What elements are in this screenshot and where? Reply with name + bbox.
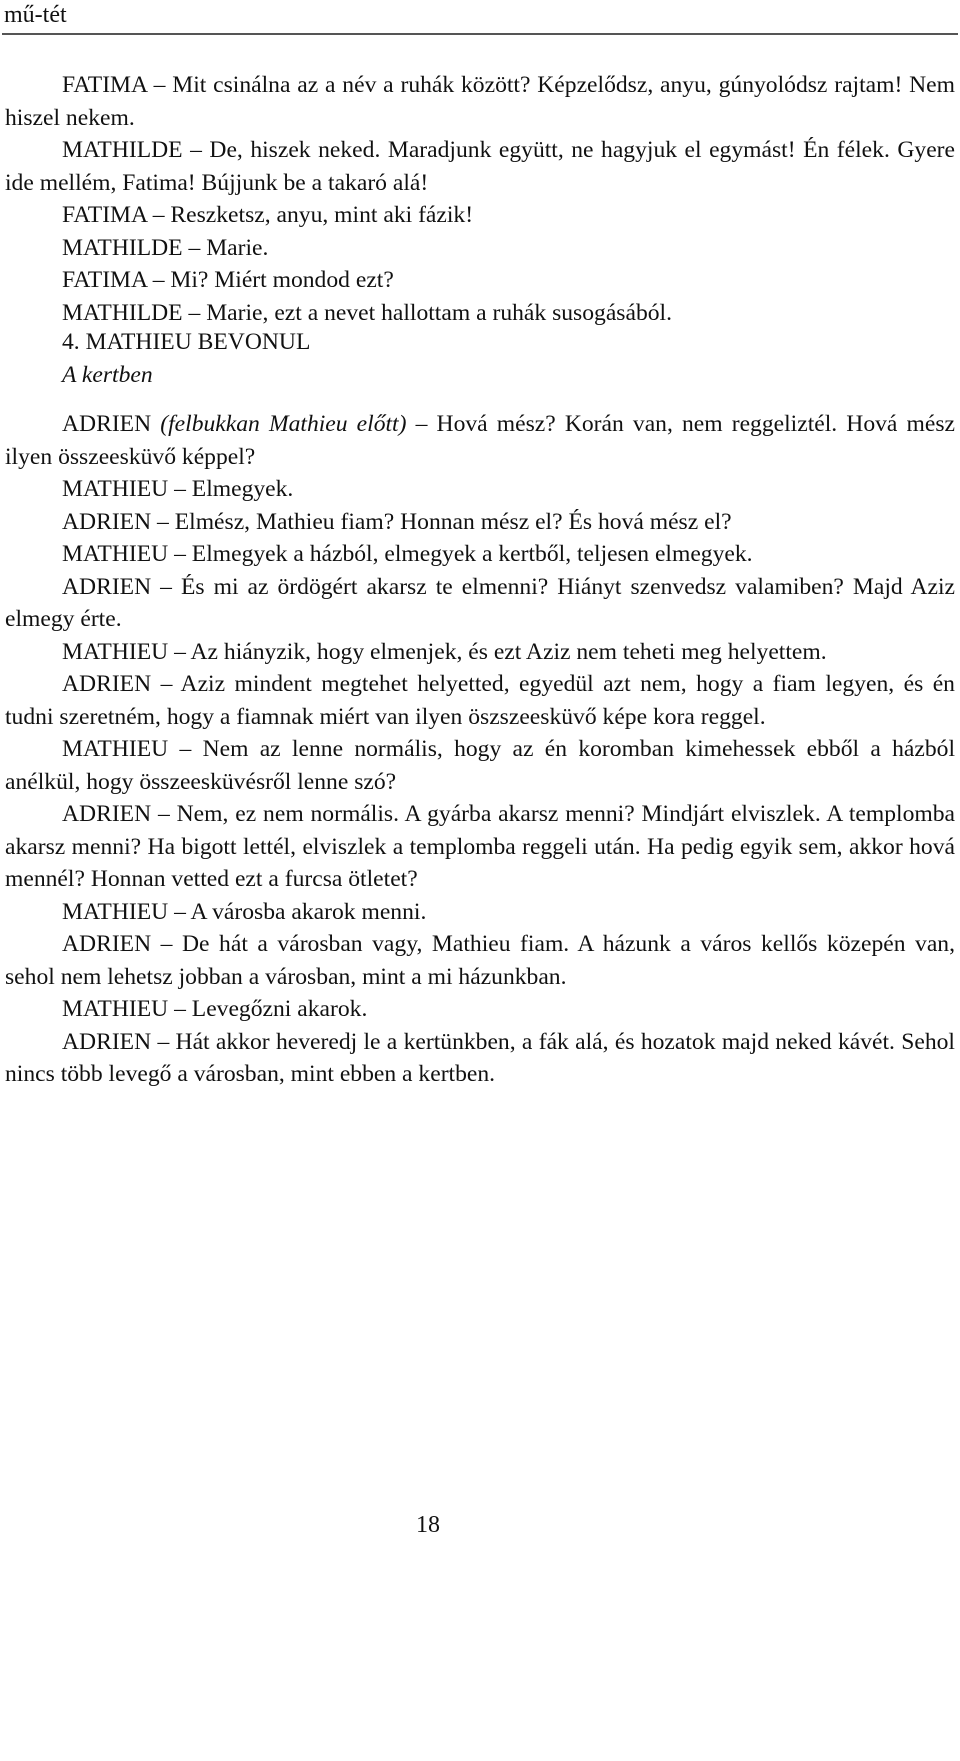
speaker-name: MATHIEU <box>62 638 169 665</box>
dialogue-line <box>5 506 955 539</box>
speech-text: Hová mész? Korán van, nem reggeliztél. Hová mész ilyen összeesküvő képpel? <box>5 411 955 470</box>
dialogue-line <box>5 896 955 929</box>
dialogue-line <box>5 232 955 265</box>
dash: – <box>174 541 186 567</box>
speaker-name: MATHILDE <box>62 234 183 261</box>
dialogue-line <box>5 636 955 669</box>
speech-text: Mi? Miért mondod ezt? <box>170 267 394 293</box>
dash: – <box>190 137 202 163</box>
dialogue-line <box>5 928 955 993</box>
scene-3-tail <box>5 69 955 329</box>
page-number: 18 <box>416 1512 440 1538</box>
speaker-name: FATIMA <box>62 267 147 293</box>
dash: – <box>188 299 201 326</box>
dash: – <box>160 931 173 957</box>
dash: – <box>160 671 173 697</box>
speaker-name: MATHIEU <box>62 736 169 762</box>
dash: – <box>415 411 428 437</box>
speech-text: Reszketsz, anyu, mint aki fázik! <box>170 202 474 228</box>
speech-text: Marie. <box>206 234 269 261</box>
speech-text: De, hiszek neked. Maradjunk együtt, ne hagyjuk el egymást! Én félek. Gyere ide mellém, Fatima! Bújjunk be a takaró alá! <box>5 137 955 196</box>
dash: – <box>152 202 165 228</box>
dialogue-line <box>5 408 955 473</box>
dash: – <box>153 72 166 98</box>
dialogue-line <box>5 134 955 199</box>
speech-text: Mit csinálna az a név a ruhák között? Képzelődsz, anyu, gúnyolódsz rajtam! Nem hiszel nekem. <box>5 72 956 131</box>
dash: – <box>174 638 186 665</box>
speech-text: Nem, ez nem normális. A gyárba akarsz menni? Mindjárt elviszlek. A templomba akarsz menni? Ha bigott lettél, elviszlek a templomba reggeli után. Ha pedig egyik sem, akkor hová mennél? Honnan vetted ezt a furcsa ötletet? <box>5 801 955 892</box>
speaker-name: MATHIEU <box>62 898 169 925</box>
speech-text: Az hiányzik, hogy elmenjek, és ezt Aziz nem teheti meg helyettem. <box>190 638 827 665</box>
speaker-name: FATIMA <box>62 202 147 228</box>
speaker-name: MATHIEU <box>62 541 169 567</box>
speaker-name: FATIMA <box>62 72 147 98</box>
dash: – <box>157 508 169 535</box>
dash: – <box>174 898 186 925</box>
speaker-name: ADRIEN <box>62 411 152 437</box>
speaker-name: MATHIEU <box>62 476 169 502</box>
running-header: mű-tét <box>4 2 67 28</box>
speaker-name: MATHILDE <box>62 299 183 326</box>
dash: – <box>174 476 186 502</box>
speech-text: És mi az ördögért akarsz te elmenni? Hiányt szenvedsz valamiben? Majd Aziz elmegy érte. <box>5 573 955 632</box>
dialogue-line <box>5 798 955 896</box>
speech-text: Elmegyek. <box>191 476 294 502</box>
speech-text: Nem az lenne normális, hogy az én koromban kimehessek ebből a házból anélkül, hogy összeesküvésről lenne szó? <box>5 736 956 795</box>
stage-place: A kertben <box>62 361 153 388</box>
scene-4 <box>5 326 955 1091</box>
speech-text: Levegőzni akarok. <box>191 996 368 1022</box>
dialogue-line <box>5 993 955 1026</box>
dash: – <box>157 801 170 827</box>
dash: – <box>152 267 165 293</box>
dialogue-line <box>5 69 955 134</box>
dialogue-line <box>5 473 955 506</box>
dash: – <box>157 1028 170 1055</box>
speaker-name: ADRIEN <box>62 671 152 697</box>
dialogue-line <box>5 1026 955 1091</box>
speaker-name: MATHILDE <box>62 137 183 163</box>
dialogue-line <box>5 571 955 636</box>
speaker-name: ADRIEN <box>62 508 152 535</box>
dialogue-line <box>5 199 955 232</box>
dash: – <box>179 736 192 762</box>
dash: – <box>160 573 172 600</box>
speech-text: De hát a városban vagy, Mathieu fiam. A házunk a város kellős közepén van, sehol nem lehetsz jobban a városban, mint a mi házunkban. <box>5 931 956 990</box>
dialogue-line <box>5 538 955 571</box>
dash: – <box>188 234 201 261</box>
section-heading: 4. MATHIEU BEVONUL <box>62 329 311 355</box>
speaker-name: ADRIEN <box>62 1028 152 1055</box>
speaker-name: ADRIEN <box>62 931 152 957</box>
stage-direction: (felbukkan Mathieu előtt) <box>160 411 407 437</box>
speaker-name: ADRIEN <box>62 573 152 600</box>
dialogue-line <box>5 733 955 798</box>
speech-text: Aziz mindent megtehet helyetted, egyedül azt nem, hogy a fiam legyen, és én tudni szeretném, hogy a fiamnak miért van ilyen öszszeesküvő képe kora reggel. <box>5 671 955 730</box>
speech-text: A városba akarok menni. <box>190 898 427 925</box>
speech-text: Elmegyek a házból, elmegyek a kertből, teljesen elmegyek. <box>191 541 753 567</box>
dash: – <box>174 996 186 1022</box>
speech-text: Marie, ezt a nevet hallottam a ruhák susogásából. <box>206 299 673 326</box>
header-rule <box>2 33 958 35</box>
speech-text: Hát akkor heveredj le a kertünkben, a fák alá, és hozatok majd neked kávét. Sehol nincs több levegő a városban, mint ebben a kertben. <box>5 1028 955 1087</box>
dialogue-line <box>5 264 955 297</box>
speaker-name: MATHIEU <box>62 996 169 1022</box>
dialogue-line <box>5 297 955 330</box>
speech-text: Elmész, Mathieu fiam? Honnan mész el? És hová mész el? <box>174 508 732 535</box>
speaker-name: ADRIEN <box>62 801 152 827</box>
dialogue-line <box>5 668 955 733</box>
